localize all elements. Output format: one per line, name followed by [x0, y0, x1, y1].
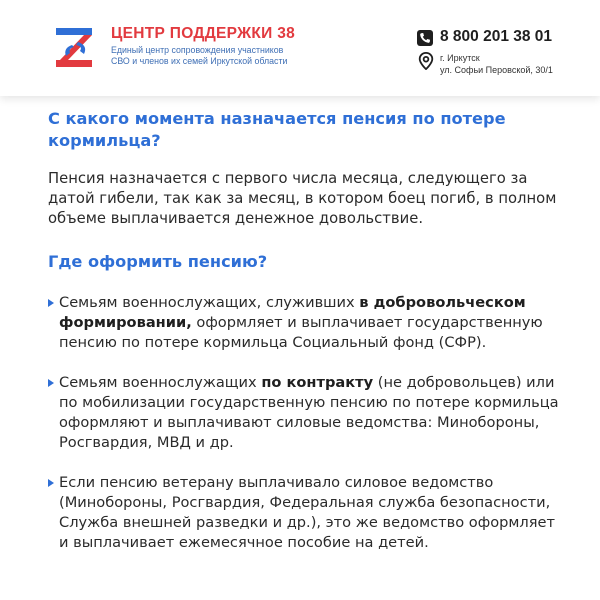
list-item-text: оформляет и выплачивает государственную пенсию по потере кормильца Социальный фонд (СФР). [59, 314, 543, 351]
address [440, 52, 553, 76]
list-item [48, 473, 568, 553]
phone-icon [416, 29, 434, 47]
triangle-bullet-icon [48, 479, 54, 487]
triangle-bullet-icon [48, 379, 54, 387]
list-item [48, 293, 568, 353]
address-city: г. Иркутск [440, 53, 480, 63]
phone-number[interactable]: 8 800 201 38 01 [440, 28, 553, 45]
list-item-highlight: в добровольческом формировании, [59, 294, 526, 331]
list-item-text: (не добровольцев) или по мобилизации государственную пенсию по потере кормильца оформляют и выплачивают силовые ведомства: Минобороны, Росгвардия, МВД и др. [59, 374, 559, 451]
org-name: ЦЕНТР ПОДДЕРЖКИ 38 [111, 25, 296, 42]
location-pin-icon [417, 52, 435, 70]
list-item-text: Семьям военнослужащих, служивших [59, 294, 360, 311]
z-emblem-logo [54, 26, 94, 70]
answer-paragraph-1: Пенсия назначается с первого числа месяца, следующего за датой гибели, так как за месяц, в котором боец погиб, в полном объеме выплачивается денежное довольствие. [48, 170, 557, 227]
list-item [48, 373, 568, 453]
header [0, 0, 600, 96]
question-heading-2: Где оформить пенсию? [48, 252, 268, 271]
address-street: ул. Софьи Перовской, 30/1 [440, 65, 553, 75]
list-item-highlight: по контракту [261, 374, 374, 391]
list-item-text: Если пенсию ветерану выплачивало силовое ведомство (Минобороны, Росгвардия, Федеральная служба безопасности, Служба внешней разведки и др.), это же ведомство оформляет и выплачивает ежемесячное пособие на детей. [59, 474, 556, 551]
list-item-text: Семьям военнослужащих [59, 374, 262, 391]
triangle-bullet-icon [48, 299, 54, 307]
org-subtitle: Единый центр сопровождения участников СВО и членов их семей Иркутской области [111, 45, 288, 66]
main-content [48, 108, 568, 573]
question-heading-1: С какого момента назначается пенсия по потере кормильца? [48, 109, 506, 150]
